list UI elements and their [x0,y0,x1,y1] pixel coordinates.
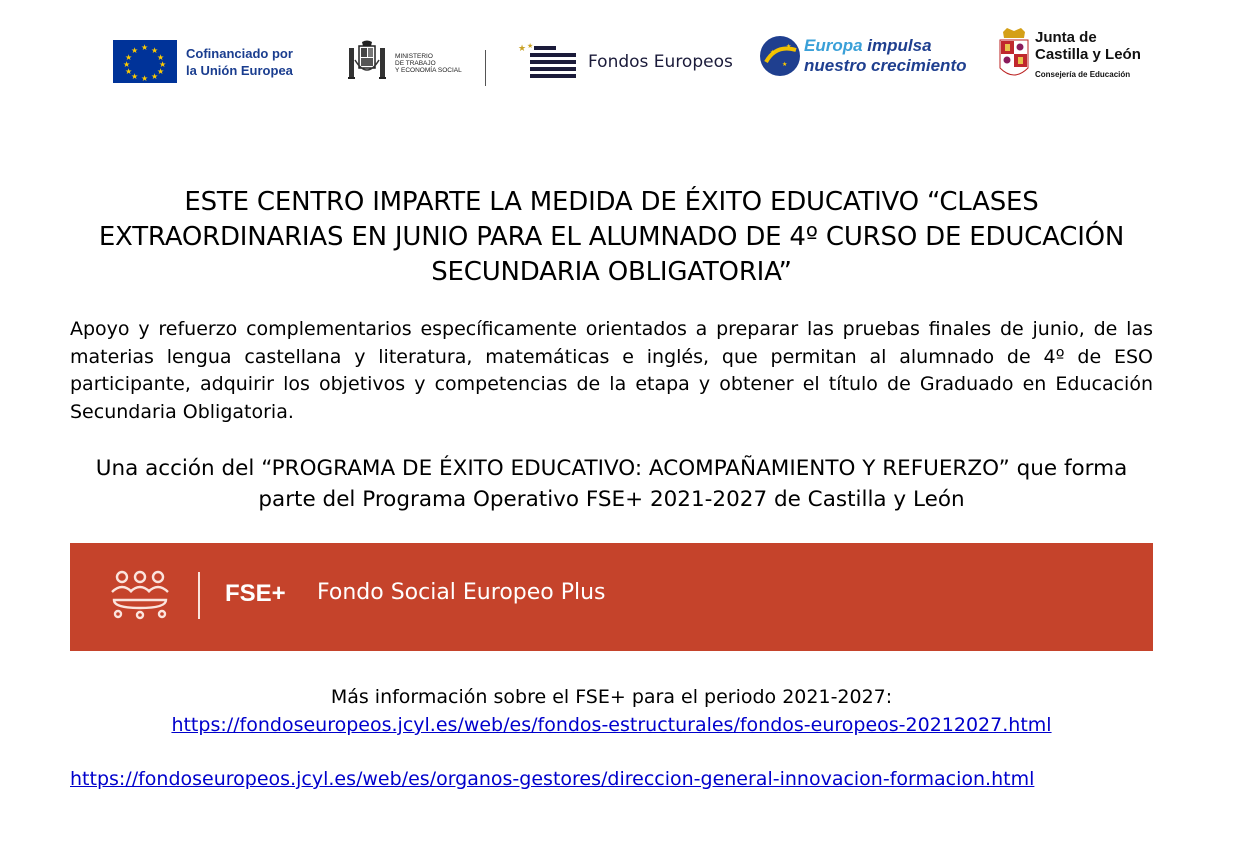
junta-subtitle: Consejería de Educación [1035,70,1131,79]
coat-of-arms-icon [345,40,389,86]
logo-strip [0,28,1247,108]
junta-shield-icon [997,28,1031,84]
direccion-general-link-block [70,765,1153,793]
eu-cofinanced-logo [113,40,293,83]
svg-text:★: ★ [527,42,534,50]
people-group-icon [108,570,172,620]
svg-text:★: ★ [518,44,527,54]
banner-divider [198,572,200,619]
more-info-block [70,683,1153,739]
ministry-logo [345,40,485,86]
program-statement: Una acción del “PROGRAMA DE ÉXITO EDUCATIVO: ACOMPAÑAMIENTO Y REFUERZO” que forma parte del Programa Operativo FSE+ 2021-2027 de Castilla y León [95,456,1128,512]
fondos-europeos-text: Fondos Europeos [588,52,733,72]
europa-word: Europa [804,36,863,55]
fondos-europeos-flag-icon [518,42,578,82]
impulsa-word: impulsa [867,36,932,55]
more-info-text: Más información sobre el FSE+ para el periodo 2021-2027: [330,686,893,708]
ministry-divider [485,50,486,86]
europa-impulsa-logo [760,36,967,76]
ministry-line1: MINISTERIO [395,52,433,60]
junta-castilla-leon-logo [997,28,1141,84]
eu-logo-line1: Cofinanciado por [186,45,293,61]
page-heading: ESTE CENTRO IMPARTE LA MEDIDA DE ÉXITO EDUCATIVO “CLASES EXTRAORDINARIAS EN JUNIO PARA EL ALUMNADO DE 4º CURSO DE EDUCACIÓN SECUNDARIA OBLIGATORIA” [98,187,1125,287]
description-paragraph: Apoyo y refuerzo complementarios específicamente orientados a preparar las pruebas finales de junio, de las materias lengua castellana y literatura, matemáticas e inglés, que permitan al alumnado de 4º de ESO participante, adquirir los objetivos y competencias de la etapa y obtener el título de Graduado en Educación Secundaria Obligatoria. [70,318,1153,423]
fondos-europeos-logo [518,42,733,82]
junta-line1: Junta de [1035,29,1097,46]
direccion-general-innovacion-link[interactable]: https://fondoseuropeos.jcyl.es/web/es/organos-gestores/direccion-general-innovacion-formacion.html [70,768,1035,790]
europa-impulsa-line2: nuestro crecimiento [804,56,967,75]
fse-plus-banner [70,543,1153,651]
fse-plus-abbr: FSE+ [225,580,286,607]
eu-flag-icon: ★ ★ ★ ★ ★ ★ ★ ★ ★ ★ ★ ★ [113,40,177,83]
fondos-europeos-2021-2027-link[interactable]: https://fondoseuropeos.jcyl.es/web/es/fondos-estructurales/fondos-europeos-20212027.html [171,714,1052,736]
ministry-line2: DE TRABAJO [395,59,436,67]
junta-line2: Castilla y León [1035,46,1141,63]
svg-text:★: ★ [786,43,792,50]
svg-text:★: ★ [770,49,776,56]
fse-plus-fullname: Fondo Social Europeo Plus [317,580,606,605]
svg-text:★: ★ [782,61,788,68]
ministry-line3: Y ECONOMÍA SOCIAL [395,66,462,74]
europa-globe-icon [760,36,800,76]
eu-logo-line2: la Unión Europea [186,62,293,78]
